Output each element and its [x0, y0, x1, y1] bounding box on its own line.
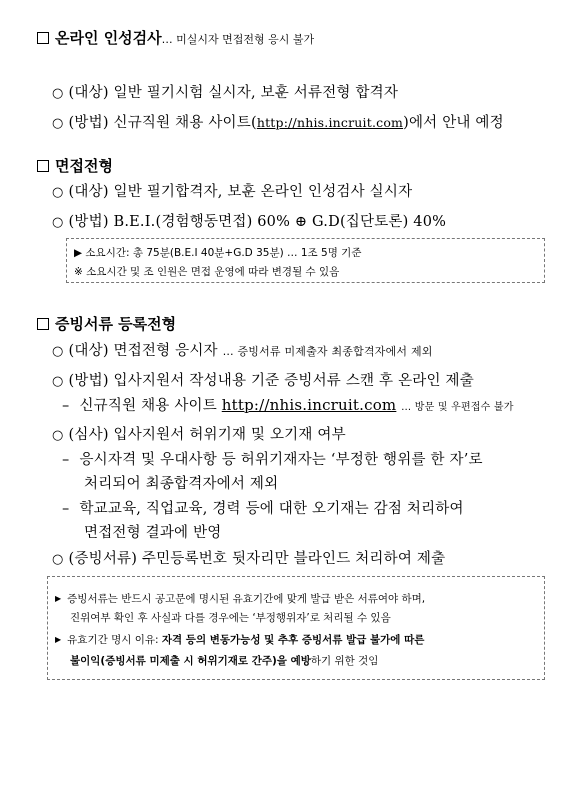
notice-text: 유효기간 명시 이유: [67, 634, 162, 646]
list-item-text: (대상) 면접전형 응시자 [68, 343, 218, 359]
square-bullet-icon [37, 318, 49, 330]
interview-duration-note: ※ 소요시간 및 조 인원은 면접 운영에 따라 변경될 수 있음 [74, 266, 340, 278]
section-note: … 미실시자 면접전형 응시 불가 [161, 33, 315, 46]
list-item [52, 111, 504, 132]
recruit-site-link[interactable]: http://nhis.incruit.com [221, 396, 397, 414]
sub-list-item [62, 497, 464, 518]
notice-line [70, 653, 378, 668]
list-item-text: (방법) 입사지원서 작성내용 기준 증빙서류 스캔 후 온라인 제출 [68, 373, 474, 389]
list-item-text: (대상) 일반 필기시험 실시자, 보훈 서류전형 합격자 [68, 85, 399, 101]
list-item [52, 81, 398, 102]
circle-bullet-icon: ○ [52, 86, 64, 101]
interview-duration-text: ▶ 소요시간: 총 75분(B.E.I 40분+G.D 35분) … 1조 5명 기준 [74, 247, 362, 259]
sub-list-item [62, 448, 483, 469]
list-item [52, 547, 445, 568]
list-item-text: (증빙서류) 주민등록번호 뒷자리만 블라인드 처리하여 제출 [68, 551, 446, 567]
list-item-text: (방법) B.E.I.(경험행동면접) 60% ⊕ G.D(집단토론) 40% [68, 214, 447, 230]
recruit-site-link[interactable]: http://nhis.incruit.com [256, 115, 404, 130]
square-bullet-icon [37, 32, 49, 44]
notice-text-bold: 자격 등의 변동가능성 및 추후 증빙서류 발급 불가에 따른 [161, 634, 425, 646]
list-item [52, 423, 346, 444]
notice-text-bold: 불이익(증빙서류 미제출 시 허위기재로 간주)을 예방 [70, 655, 311, 667]
square-bullet-icon [37, 160, 49, 172]
dash-bullet-icon: – [62, 398, 70, 414]
list-item [52, 369, 474, 390]
section-online-personality-test [37, 27, 314, 48]
circle-bullet-icon: ○ [52, 374, 64, 389]
circle-bullet-icon: ○ [52, 428, 64, 443]
list-item-text: 응시자격 및 우대사항 등 허위기재자는 ‘부정한 행위를 한 자’로 [79, 452, 483, 468]
triangle-bullet-icon: ▶ [55, 635, 62, 644]
list-item-text: 처리되어 최종합격자에서 제외 [84, 476, 279, 492]
notice-text: 진위여부 확인 후 사실과 다를 경우에는 ‘부정행위자’로 처리될 수 있음 [70, 612, 391, 624]
notice-line [70, 610, 391, 625]
list-item [52, 180, 412, 201]
section-document-registration [37, 313, 176, 334]
circle-bullet-icon: ○ [52, 215, 64, 230]
notice-line [55, 591, 425, 606]
circle-bullet-icon: ○ [52, 552, 64, 567]
sub-list-item [62, 394, 514, 415]
section-interview [37, 155, 113, 176]
sub-list-item-continuation [84, 472, 278, 493]
notice-text: 하기 위한 것임 [310, 655, 379, 667]
triangle-bullet-icon: ▶ [55, 594, 62, 603]
circle-bullet-icon: ○ [52, 344, 64, 359]
list-item-text: 면접전형 결과에 반영 [84, 525, 222, 541]
circle-bullet-icon: ○ [52, 116, 64, 131]
section-title: 온라인 인성검사 [55, 29, 162, 47]
circle-bullet-icon: ○ [52, 185, 64, 200]
list-item-note: … 증빙서류 미제출자 최종합격자에서 제외 [222, 345, 433, 358]
notice-text: 증빙서류는 반드시 공고문에 명시된 유효기간에 맞게 발급 받은 서류여야 하며, [67, 593, 426, 605]
section-title: 증빙서류 등록전형 [55, 315, 177, 333]
list-item-note: … 방문 및 우편접수 불가 [401, 402, 514, 413]
notice-line [55, 632, 424, 647]
list-item-text: )에서 안내 예정 [403, 115, 504, 131]
list-item-text: 학교교육, 직업교육, 경력 등에 대한 오기재는 감점 처리하여 [79, 501, 464, 517]
list-item-text: (심사) 입사지원서 허위기재 및 오기재 여부 [68, 427, 346, 443]
list-item [52, 210, 446, 231]
list-item-text: (방법) 신규직원 채용 사이트( [68, 115, 257, 131]
list-item-text: 신규직원 채용 사이트 [79, 398, 217, 414]
list-item [52, 339, 433, 360]
section-title: 면접전형 [55, 157, 113, 175]
dash-bullet-icon: – [62, 501, 70, 517]
dash-bullet-icon: – [62, 452, 70, 468]
list-item-text: (대상) 일반 필기합격자, 보훈 온라인 인성검사 실시자 [68, 184, 413, 200]
sub-list-item-continuation [84, 521, 221, 542]
